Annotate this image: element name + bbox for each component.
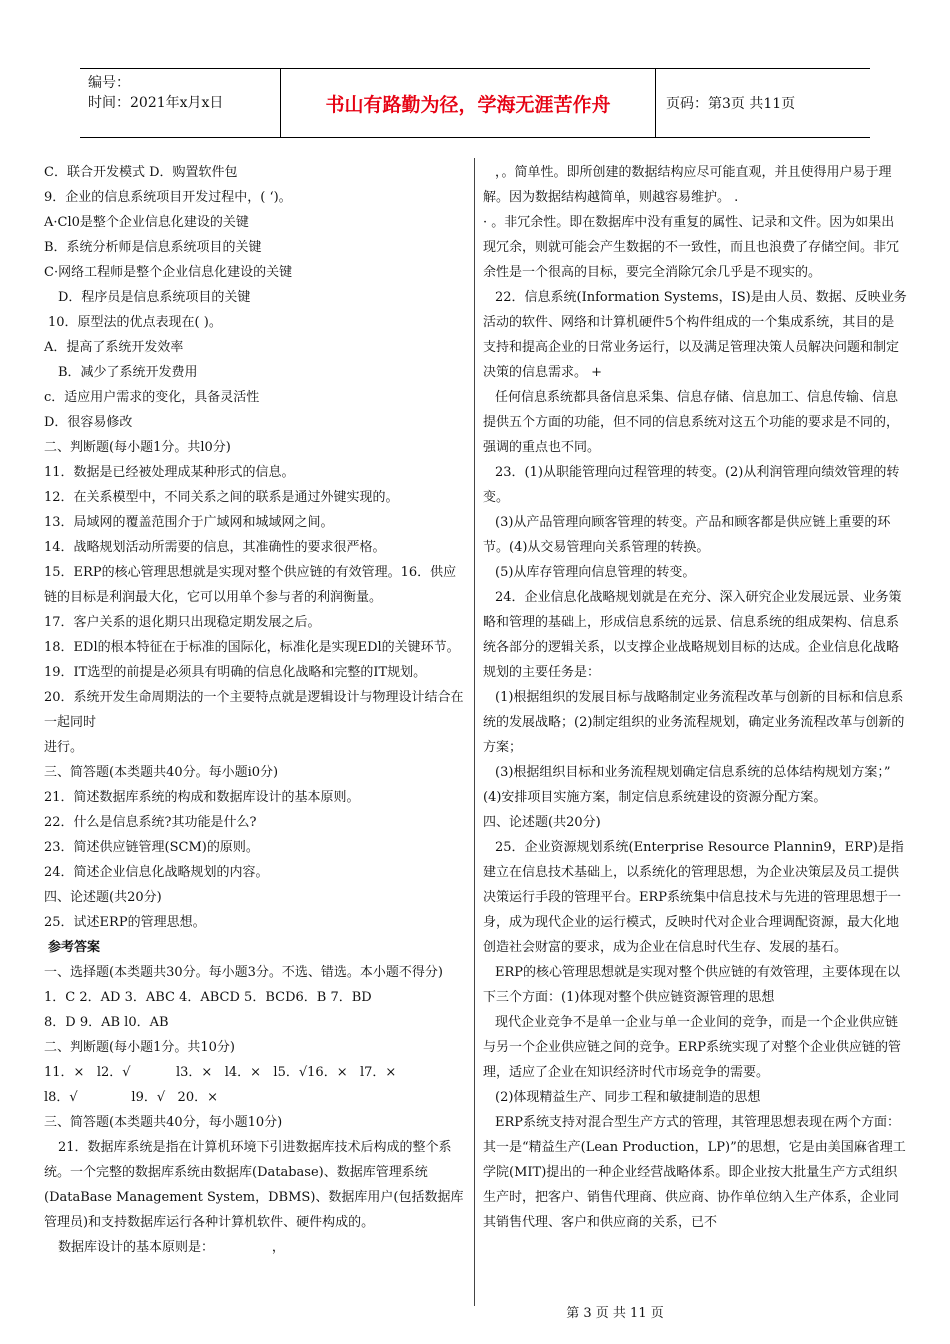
right-paragraph: (3)根据组织目标和业务流程规划确定信息系统的总体结构规划方案；” (4)安排项目实施方案，制定信息系统建设的资源分配方案。 bbox=[483, 765, 891, 805]
left-line: 11．数据是已经被处理成某种形式的信息。 bbox=[44, 465, 295, 480]
right-paragraph: 现代企业竞争不是单一企业与单一企业间的竞争，而是一个企业供应链与另一个企业供应链之间的竞争。ERP系统实现了对整个企业供应链的管理，适应了企业在知识经济时代市场竞争的需要。 bbox=[483, 1015, 902, 1080]
left-line: 9．企业的信息系统项目开发过程中，( ‘)。 bbox=[44, 190, 292, 205]
right-paragraph: (3)从产品管理向顾客管理的转变。产品和顾客都是供应链上重要的环节。(4)从交易管理向关系管理的转换。 bbox=[483, 515, 891, 555]
left-line: 三、简答题(本类题共40分，每小题10分) bbox=[44, 1115, 283, 1130]
left-line: 二、判断题(每小题1分。共l0分) bbox=[44, 440, 231, 455]
left-line: B．减少了系统开发费用 bbox=[58, 365, 198, 380]
left-line: 24．简述企业信息化战略规划的内容。 bbox=[44, 865, 269, 880]
left-line: 11．× l2．√ l3．× l4．× l5．√16．× l7．× bbox=[44, 1065, 397, 1080]
page-header bbox=[80, 68, 870, 138]
left-line: C．联合开发模式 D．购置软件包 bbox=[44, 165, 238, 180]
left-column bbox=[44, 160, 466, 1260]
left-line: A．提高了系统开发效率 bbox=[44, 340, 184, 355]
left-line: 一、选择题(本类题共30分。每小题3分。不选、错选。本小题不得分) bbox=[44, 965, 443, 980]
header-meta bbox=[80, 69, 280, 137]
right-paragraph: ERP的核心管理思想就是实现对整个供应链的有效管理，主要体现在以下三个方面：(1)体现对整个供应链资源管理的思想 bbox=[483, 965, 901, 1005]
right-paragraph: (2)体现精益生产、同步工程和敏捷制造的思想 bbox=[495, 1090, 761, 1105]
left-line: 17．客户关系的退化期只出现稳定期发展之后。 bbox=[44, 615, 321, 630]
right-paragraph: 23．(1)从职能管理向过程管理的转变。(2)从利润管理向绩效管理的转变。 bbox=[483, 465, 900, 505]
right-paragraph: ，。简单性。即所创建的数据结构应尽可能直观，并且使得用户易于理解。因为数据结构越简单，则越容易维护。 . bbox=[483, 165, 892, 205]
right-paragraph: 任何信息系统都具备信息采集、信息存储、信息加工、信息传输、信息提供五个方面的功能，但不同的信息系统对这五个功能的要求是不同的，强调的重点也不同。 bbox=[483, 390, 900, 455]
time-label: 时间：2021年x月x日 bbox=[88, 95, 224, 111]
left-line: 数据库设计的基本原则是： ， bbox=[58, 1240, 285, 1255]
left-line: 23．简述供应链管理(SCM)的原则。 bbox=[44, 840, 259, 855]
left-line: D．很容易修改 bbox=[44, 415, 133, 430]
number-label: 编号： bbox=[88, 75, 130, 91]
left-line: 四、论述题(共20分) bbox=[44, 890, 162, 905]
right-paragraph: 24．企业信息化战略规划就是在充分、深入研究企业发展远景、业务策略和管理的基础上，形成信息系统的远景、信息系统的组成架构、信息系统各部分的逻辑关系，以支撑企业战略规划目标的达成。企业信息化战略规划的主要任务是： bbox=[483, 590, 902, 680]
answers-heading: 参考答案 bbox=[48, 940, 101, 955]
left-line: 进行。 bbox=[44, 740, 84, 755]
left-line: 1．C 2．AD 3．ABC 4．ABCD 5．BCD6．B 7．BD bbox=[44, 990, 372, 1005]
right-paragraph: 25．企业资源规划系统(Enterprise Resource Plannin9，ERP)是指建立在信息技术基础上，以系统化的管理思想，为企业决策层及员工提供决策运行手段的管理平台。ERP系统集中信息技术与先进的管理思想于一身，成为现代企业的运行模式，反映时代对企业合理调配资源，最大化地创造社会财富的要求，成为企业在信息时代生存、发展的基石。 bbox=[483, 840, 904, 955]
header-motto: 书山有路勤为径，学海无涯苦作舟 bbox=[280, 69, 656, 137]
left-line: 20．系统开发生命周期法的一个主要特点就是逻辑设计与物理设计结合在一起同时 bbox=[44, 690, 464, 730]
left-line: 8．D 9．AB l0．AB bbox=[44, 1015, 169, 1030]
left-line: 18．EDl的根本特征在于标准的国际化，标准化是实现EDl的关键环节。 bbox=[44, 640, 460, 655]
left-line: 13．局域网的覆盖范围介于广域网和城域网之间。 bbox=[44, 515, 334, 530]
right-paragraph: 四、论述题(共20分) bbox=[483, 815, 601, 830]
left-line: 12．在关系模型中，不同关系之间的联系是通过外键实现的。 bbox=[44, 490, 399, 505]
right-paragraph: 22．信息系统(Information Systems，IS)是由人员、数据、反映业务活动的软件、网络和计算机硬件5个构件组成的一个集成系统，其目的是支持和提高企业的日常业务运行，以及满足管理决策人员解决问题和制定决策的信息需求。 + bbox=[483, 290, 907, 380]
right-paragraph: (1)根据组织的发展目标与战略制定业务流程改革与创新的目标和信息系统的发展战略；(2)制定组织的业务流程规划，确定业务流程改革与创新的方案； bbox=[483, 690, 905, 755]
left-line: D．程序员是信息系统项目的关键 bbox=[58, 290, 251, 305]
left-line: 二、判断题(每小题1分。共10分) bbox=[44, 1040, 235, 1055]
left-line: 15．ERP的核心管理思想就是实现对整个供应链的有效管理。16．供应链的目标是利润最大化，它可以用单个参与者的利润衡量。 bbox=[44, 565, 457, 605]
left-line: 14．战略规划活动所需要的信息，其准确性的要求很严格。 bbox=[44, 540, 386, 555]
left-line: c．适应用户需求的变化，具备灵活性 bbox=[44, 390, 260, 405]
left-line: 25．试述ERP的管理思想。 bbox=[44, 915, 206, 930]
left-line: C·网络工程师是整个企业信息化建设的关键 bbox=[44, 265, 293, 280]
right-paragraph: ERP系统支持对混合型生产方式的管理，其管理思想表现在两个方面：其一是“精益生产(Lean Production，LP)”的思想，它是由美国麻省理工学院(MIT)提出的一种企业经营战略体系。即企业按大批量生产方式组织生产时，把客户、销售代理商、供应商、协作单位纳入生产体系，企业同其销售代理、客户和供应商的关系，已不 bbox=[483, 1115, 906, 1230]
left-line: 19．IT选型的前提是必须具有明确的信息化战略和完整的IT规划。 bbox=[44, 665, 427, 680]
left-line: 21．简述数据库系统的构成和数据库设计的基本原则。 bbox=[44, 790, 360, 805]
page-footer: 第 3 页 共 11 页 bbox=[566, 1306, 664, 1321]
left-line: 三、简答题(本类题共40分。每小题i0分) bbox=[44, 765, 279, 780]
right-paragraph: · 。非冗余性。即在数据库中没有重复的属性、记录和文件。因为如果出现冗余，则就可能会产生数据的不一致性，而且也浪费了存储空间。非冗余性是一个很高的目标，要完全消除冗余几乎是不现实的。 bbox=[483, 215, 900, 280]
header-page-label: 页码：第3页 共11页 bbox=[666, 96, 796, 112]
column-divider bbox=[474, 158, 475, 1306]
left-line: 22．什么是信息系统?其功能是什么? bbox=[44, 815, 257, 830]
right-paragraph: (5)从库存管理向信息管理的转变。 bbox=[495, 565, 696, 580]
left-line: 10．原型法的优点表现在( )。 bbox=[48, 315, 222, 330]
left-line: l8．√ l9．√ 20．× bbox=[44, 1090, 218, 1105]
right-column bbox=[483, 160, 907, 1235]
left-line: B．系统分析师是信息系统项目的关键 bbox=[44, 240, 262, 255]
left-line: 21．数据库系统是指在计算机环境下引进数据库技术后构成的整个系统。一个完整的数据库系统由数据库(Database)、数据库管理系统(DataBase Management System，DBMS)、数据库用户(包括数据库管理员)和支持数据库运行各种计算机软件、硬件构成的。 bbox=[44, 1140, 464, 1230]
left-line: A·Cl0是整个企业信息化建设的关键 bbox=[44, 215, 249, 230]
